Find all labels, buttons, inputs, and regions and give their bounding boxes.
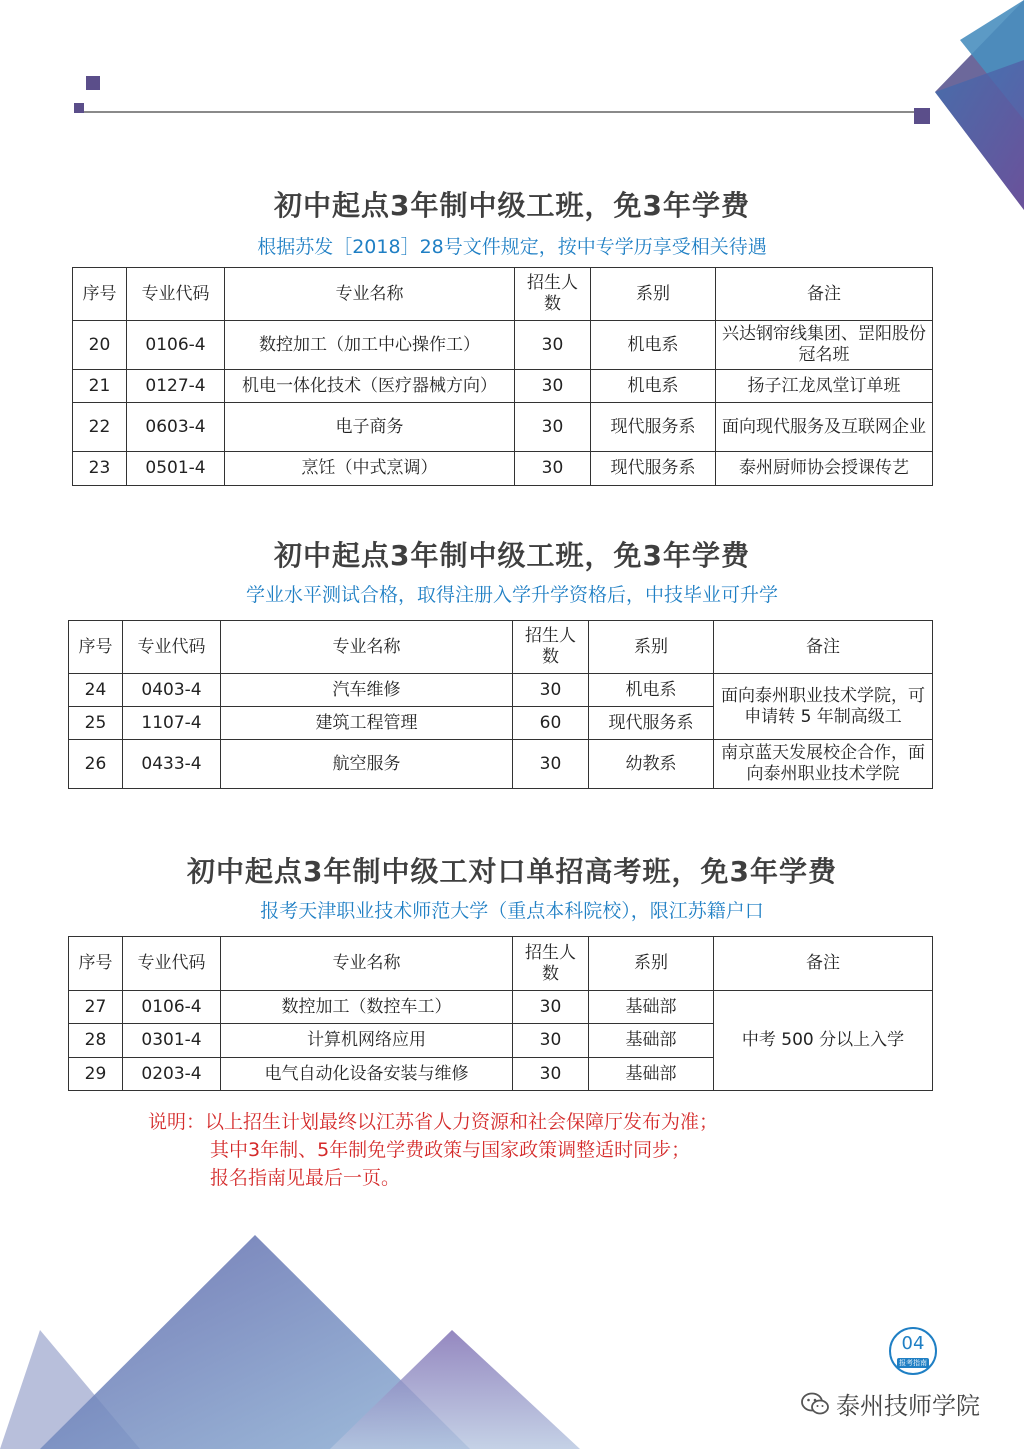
section-title: 初中起点3年制中级工班，免3年学费: [274, 189, 750, 222]
table-row: [73, 370, 933, 403]
section-subtitle: 学业水平测试合格，取得注册入学升学资格后，中技毕业可升学: [245, 584, 778, 606]
cell-count: 30: [513, 740, 589, 789]
cell-code: 0106-4: [123, 991, 221, 1024]
cell-name: 电气自动化设备安装与维修: [221, 1058, 513, 1091]
header-cell: 专业代码: [127, 268, 225, 321]
cell-count: 30: [513, 1024, 589, 1058]
cell-note: 兴达钢帘线集团、罡阳股份冠名班: [716, 321, 933, 370]
table-row: [69, 674, 933, 707]
header-cell: 专业名称: [221, 937, 513, 991]
header-cell: 系别: [589, 621, 714, 674]
notes-block: [148, 1108, 718, 1192]
wechat-icon: [800, 1391, 830, 1417]
table-header-row: [69, 937, 933, 991]
cell-no: 21: [73, 370, 127, 403]
cell-code: 1107-4: [123, 707, 221, 740]
section-subtitle: 根据苏发［2018］28号文件规定，按中专学历享受相关待遇: [257, 236, 767, 258]
header-cell: 专业名称: [225, 268, 515, 321]
cell-count: 30: [515, 321, 591, 370]
header-cell: 系别: [589, 937, 714, 991]
cell-name: 数控加工（加工中心操作工）: [225, 321, 515, 370]
page-tag: 报考指南: [899, 1359, 927, 1367]
section-title: 初中起点3年制中级工对口单招高考班，免3年学费: [187, 855, 837, 888]
cell-count: 60: [513, 707, 589, 740]
header-cell: 备注: [714, 621, 933, 674]
cell-name: 汽车维修: [221, 674, 513, 707]
cell-code: 0403-4: [123, 674, 221, 707]
cell-note-merged: 中考 500 分以上入学: [714, 991, 933, 1091]
cell-no: 28: [69, 1024, 123, 1058]
cell-name: 机电一体化技术（医疗器械方向）: [225, 370, 515, 403]
cell-code: 0106-4: [127, 321, 225, 370]
cell-note: 南京蓝天发展校企合作，面向泰州职业技术学院: [714, 740, 933, 789]
cell-dept: 幼教系: [589, 740, 714, 789]
header-cell: 备注: [716, 268, 933, 321]
table-row: [69, 740, 933, 789]
cell-no: 27: [69, 991, 123, 1024]
cell-no: 22: [73, 403, 127, 452]
cell-dept: 机电系: [591, 321, 716, 370]
cell-dept: 现代服务系: [591, 452, 716, 486]
header-cell: 系别: [591, 268, 716, 321]
cell-code: 0203-4: [123, 1058, 221, 1091]
note-line: 其中3年制、5年制免学费政策与国家政策调整适时同步；: [210, 1139, 691, 1161]
cell-name: 建筑工程管理: [221, 707, 513, 740]
header-cell: 备注: [714, 937, 933, 991]
cell-no: 20: [73, 321, 127, 370]
note-line: 报名指南见最后一页。: [210, 1167, 401, 1189]
cell-note: 扬子江龙凤堂订单班: [716, 370, 933, 403]
cell-code: 0433-4: [123, 740, 221, 789]
header-rule: [80, 111, 920, 113]
cell-dept: 基础部: [589, 1058, 714, 1091]
page-number-badge: [889, 1327, 937, 1375]
table-header-row: [69, 621, 933, 674]
footer-brand: [800, 1386, 980, 1421]
cell-count: 30: [515, 370, 591, 403]
cell-name: 航空服务: [221, 740, 513, 789]
table-row: [73, 403, 933, 452]
table-header-row: [73, 268, 933, 321]
cell-count: 30: [515, 403, 591, 452]
header-cell: 专业代码: [123, 621, 221, 674]
cell-no: 29: [69, 1058, 123, 1091]
cell-dept: 现代服务系: [589, 707, 714, 740]
cell-count: 30: [513, 1058, 589, 1091]
cell-count: 30: [513, 674, 589, 707]
decorative-square: [914, 108, 930, 124]
header-cell: 招生人数: [513, 937, 589, 991]
cell-dept: 现代服务系: [591, 403, 716, 452]
cell-no: 25: [69, 707, 123, 740]
section-title: 初中起点3年制中级工班，免3年学费: [274, 539, 750, 572]
cell-dept: 基础部: [589, 1024, 714, 1058]
enrollment-table: [72, 267, 933, 486]
cell-name: 电子商务: [225, 403, 515, 452]
page-number: 04: [901, 1333, 925, 1354]
cell-code: 0301-4: [123, 1024, 221, 1058]
section-subtitle: 报考天津职业技术师范大学（重点本科院校），限江苏籍户口: [260, 900, 764, 922]
note-line: 说明：以上招生计划最终以江苏省人力资源和社会保障厅发布为准；: [148, 1111, 719, 1133]
enrollment-table: [68, 620, 933, 789]
cell-count: 30: [515, 452, 591, 486]
decorative-square: [86, 76, 100, 90]
table-row: [73, 452, 933, 486]
header-cell: 专业名称: [221, 621, 513, 674]
header-cell: 序号: [69, 937, 123, 991]
cell-code: 0501-4: [127, 452, 225, 486]
table-row: [69, 991, 933, 1024]
decorative-square: [74, 103, 84, 113]
cell-name: 数控加工（数控车工）: [221, 991, 513, 1024]
cell-code: 0603-4: [127, 403, 225, 452]
header-cell: 序号: [69, 621, 123, 674]
cell-dept: 机电系: [589, 674, 714, 707]
brand-name: 泰州技师学院: [836, 1392, 980, 1420]
cell-note-merged: 面向泰州职业技术学院，可申请转 5 年制高级工: [714, 674, 933, 740]
table-row: [73, 321, 933, 370]
header-cell: 序号: [73, 268, 127, 321]
cell-name: 烹饪（中式烹调）: [225, 452, 515, 486]
cell-no: 26: [69, 740, 123, 789]
cell-code: 0127-4: [127, 370, 225, 403]
cell-dept: 基础部: [589, 991, 714, 1024]
cell-no: 23: [73, 452, 127, 486]
cell-no: 24: [69, 674, 123, 707]
cell-dept: 机电系: [591, 370, 716, 403]
header-cell: 招生人数: [513, 621, 589, 674]
header-cell: 招生人数: [515, 268, 591, 321]
cell-note: 面向现代服务及互联网企业: [716, 403, 933, 452]
cell-name: 计算机网络应用: [221, 1024, 513, 1058]
cell-note: 泰州厨师协会授课传艺: [716, 452, 933, 486]
header-cell: 专业代码: [123, 937, 221, 991]
enrollment-table: [68, 936, 933, 1091]
cell-count: 30: [513, 991, 589, 1024]
